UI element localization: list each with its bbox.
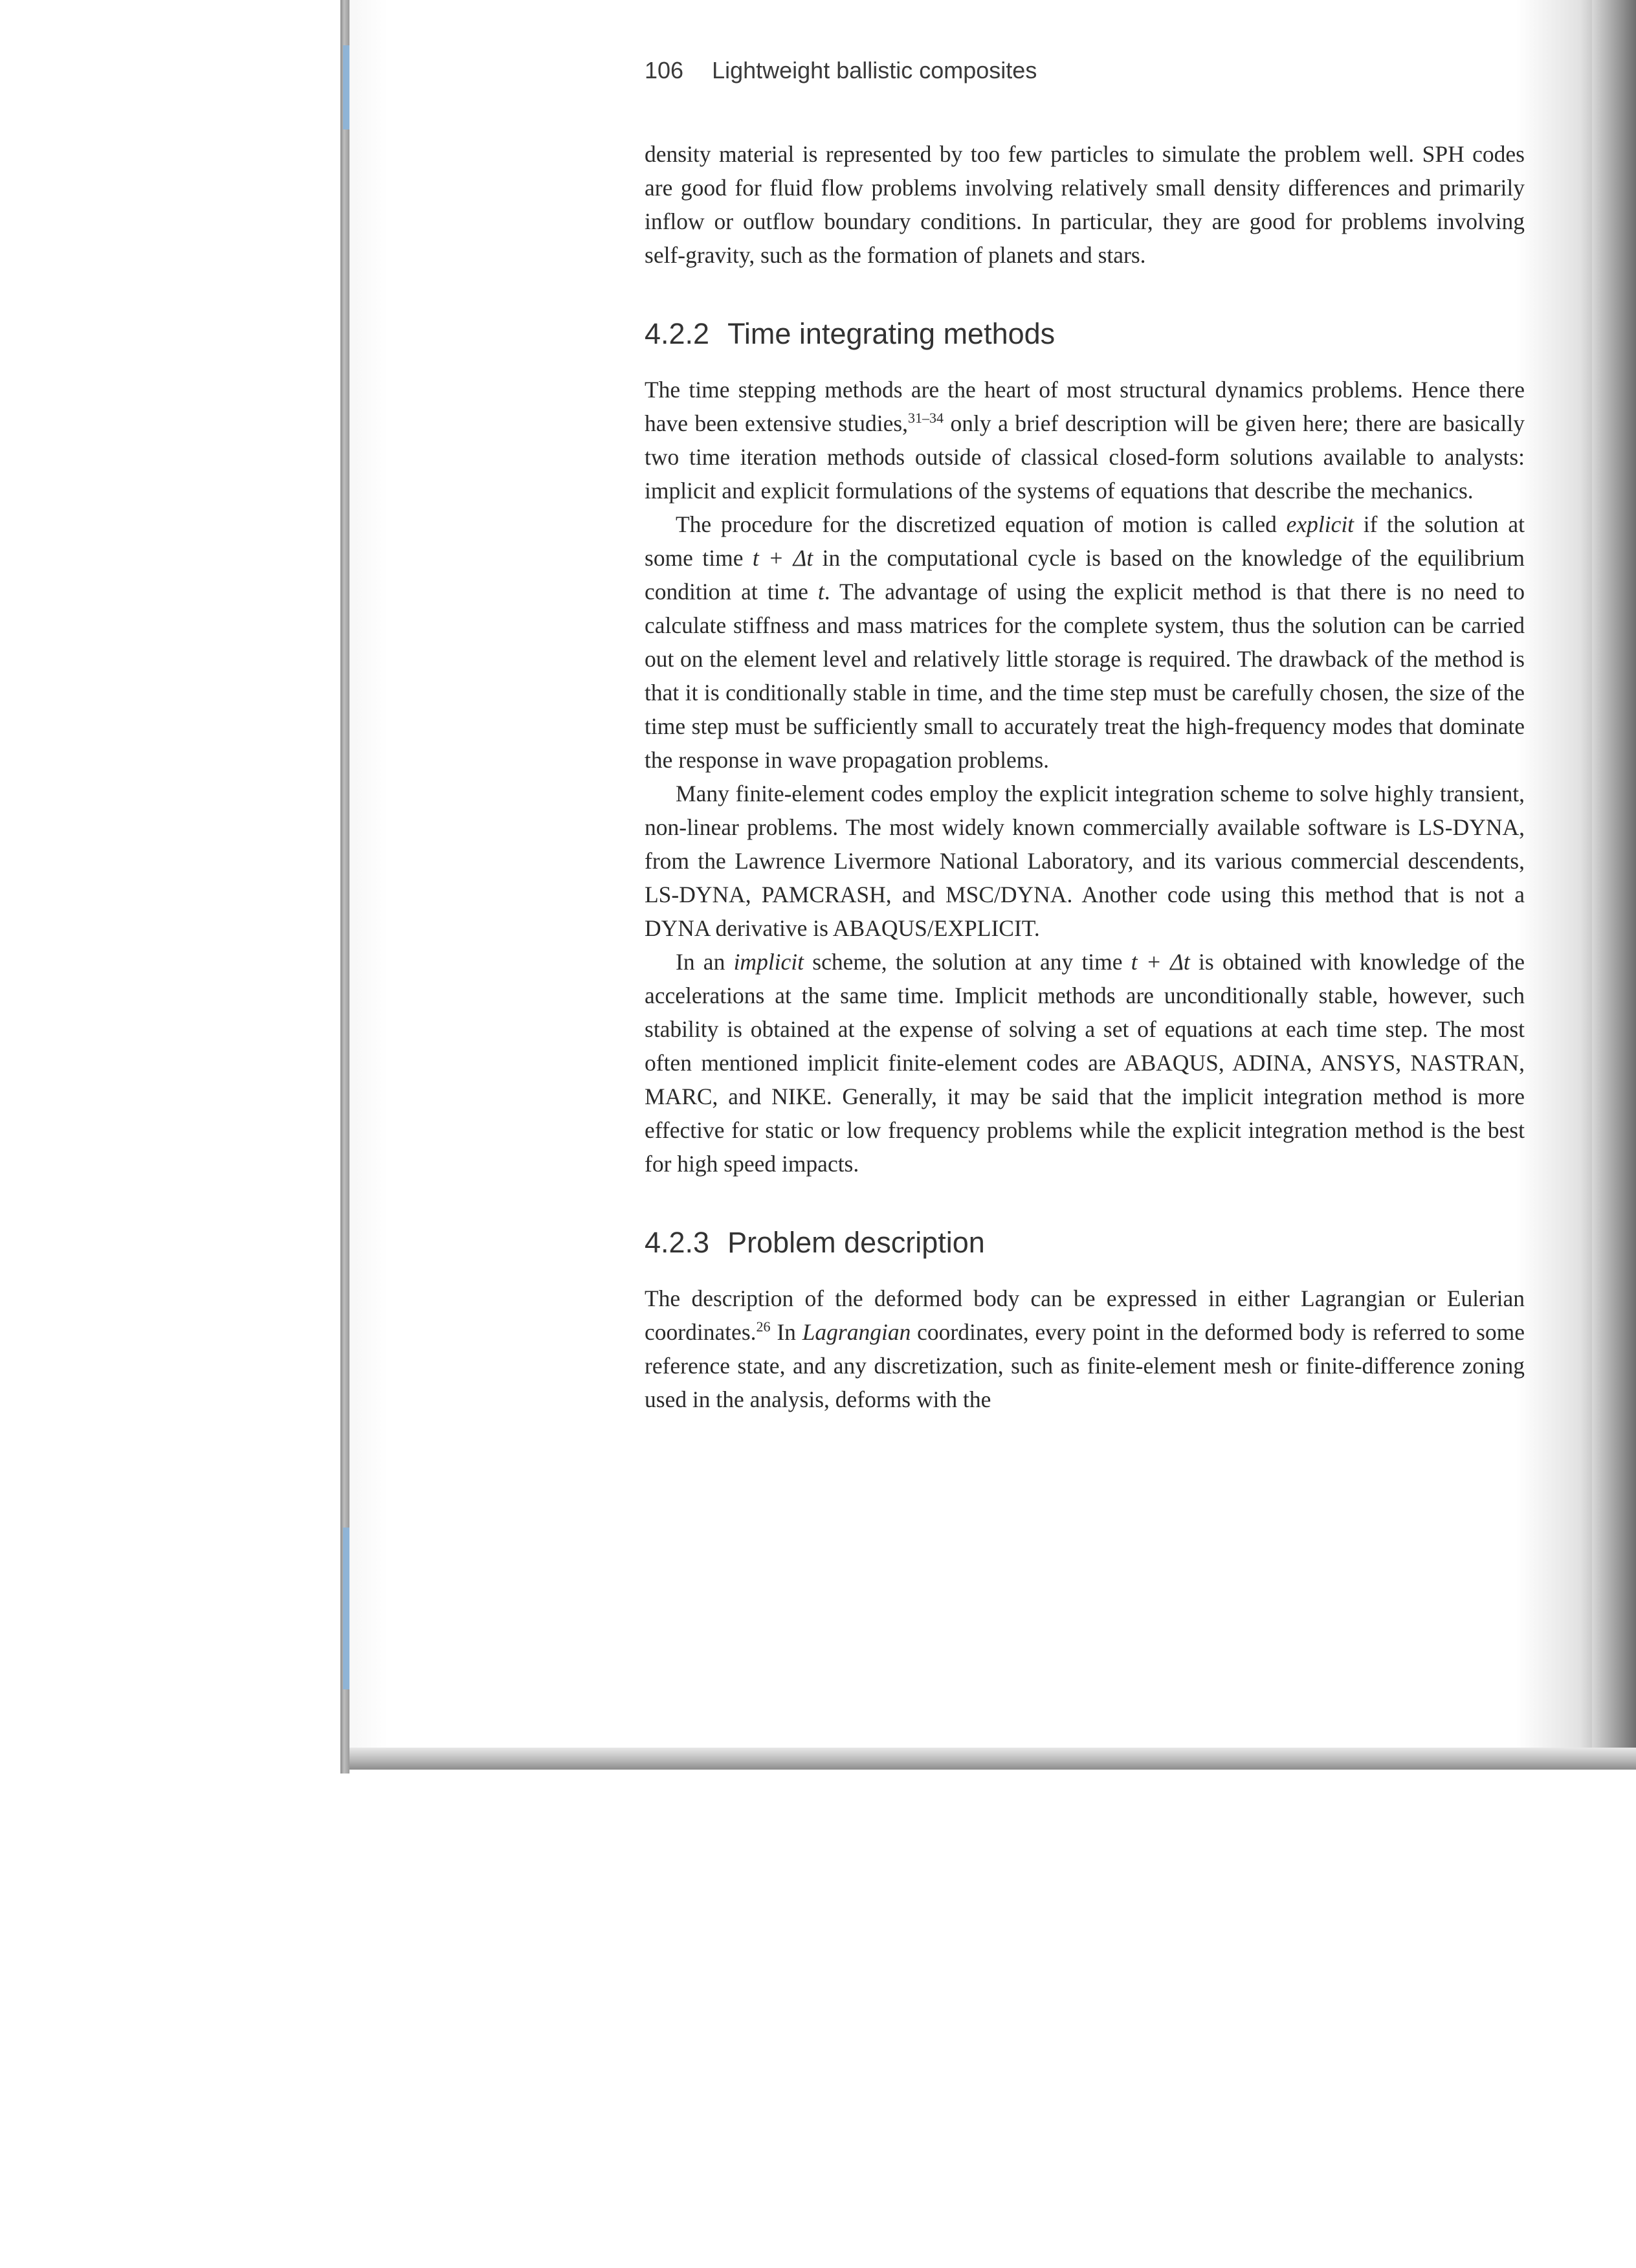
math-expression: t xyxy=(817,579,824,605)
binding-tab-top xyxy=(343,45,349,129)
page-bottom-edge xyxy=(349,1748,1636,1770)
running-head xyxy=(645,57,1525,96)
paragraph-finite-element-codes: Many finite-element codes employ the explicit integration scheme to solve highly transient, non-linear problems. The most widely known commercially available software is LS-DYNA, from the Lawrence Livermore National Laboratory, and its various commercial descendents, LS-DYNA, PAMCRASH, and MSC/DYNA. Another code using this method that is not a DYNA derivative is ABAQUS/EXPLICIT. xyxy=(645,781,1525,941)
binding-tab-bottom xyxy=(343,1528,349,1689)
emphasis: Lagrangian xyxy=(802,1319,911,1345)
text-run: The procedure for the discretized equation of motion is called xyxy=(676,511,1287,537)
text-run: scheme, the solution at any time xyxy=(804,949,1131,975)
book-title: Lightweight ballistic composites xyxy=(712,57,1037,83)
section-number: 4.2.3 xyxy=(645,1226,710,1259)
continuation-paragraph: density material is represented by too few particles to simulate the problem well. SPH codes are good for fluid flow problems involving relatively small density differences and primarily inflow or outflow boundary conditions. In particular, they are good for problems involving self-gravity, such as the formation of planets and stars. xyxy=(645,141,1525,268)
book-binding-edge xyxy=(340,0,349,1773)
text-run: is obtained with knowledge of the accelerations at the same time. Implicit methods are unconditionally stable, however, such stability is obtained at the expense of solving a set of equations at each time step. The most often mentioned implicit finite-element codes are ABAQUS, ADINA, ANSYS, NASTRAN, MARC, and NIKE. Generally, it may be said that the implicit integration method is more effective for static or low frequency problems while the explicit integration method is the best for high speed impacts. xyxy=(645,949,1525,1177)
section-title: Problem description xyxy=(727,1226,985,1259)
math-expression: t + Δt xyxy=(752,545,813,571)
emphasis: explicit xyxy=(1286,511,1354,537)
text-run: in the computational cycle is based on the knowledge of the equilibrium condition at time xyxy=(645,545,1525,605)
section-heading-4-2-3 xyxy=(645,1226,1525,1260)
text-run: In xyxy=(770,1319,802,1345)
text-run: if the solution at some time xyxy=(645,511,1525,571)
paragraph-problem-description xyxy=(645,1282,1525,1416)
section-title: Time integrating methods xyxy=(727,317,1056,350)
paragraph-explicit xyxy=(645,507,1525,777)
page-number: 106 xyxy=(645,57,684,83)
text-run: only a brief description will be given here; there are basically two time iteration methods outside of classical closed-form solutions available to analysts: implicit and explicit formulations of the systems of equations that describe the mechanics. xyxy=(645,410,1525,504)
text-run: The time stepping methods are the heart of most structural dynamics problems. Hence there have been extensive studies, xyxy=(645,377,1525,436)
section-heading-4-2-2 xyxy=(645,317,1525,351)
emphasis: implicit xyxy=(733,949,804,975)
paragraph-time-stepping xyxy=(645,373,1525,507)
book-page xyxy=(645,57,1525,1416)
text-run: coordinates, every point in the deformed body is referred to some reference state, and any discretization, such as finite-element mesh or finite-difference zoning used in the analysis, deforms with the xyxy=(645,1319,1525,1412)
math-expression: t + Δt xyxy=(1131,949,1190,975)
text-run: In an xyxy=(676,949,734,975)
citation: 26 xyxy=(756,1318,771,1335)
citation: 31–34 xyxy=(908,410,944,427)
text-run: . The advantage of using the explicit method is that there is no need to calculate stiffness and mass matrices for the complete system, thus the solution can be carried out on the element level and relatively little storage is required. The drawback of the method is that it is conditionally stable in time, and the time step must be carefully chosen, the size of the time step must be sufficiently small to accurately treat the high-frequency modes that dominate the response in wave propagation problems. xyxy=(645,579,1525,773)
paragraph-implicit xyxy=(645,945,1525,1181)
text-run: The description of the deformed body can be expressed in either Lagrangian or Eulerian coordinates. xyxy=(645,1285,1525,1345)
section-number: 4.2.2 xyxy=(645,317,710,350)
book-gutter-shadow xyxy=(1592,0,1636,1767)
